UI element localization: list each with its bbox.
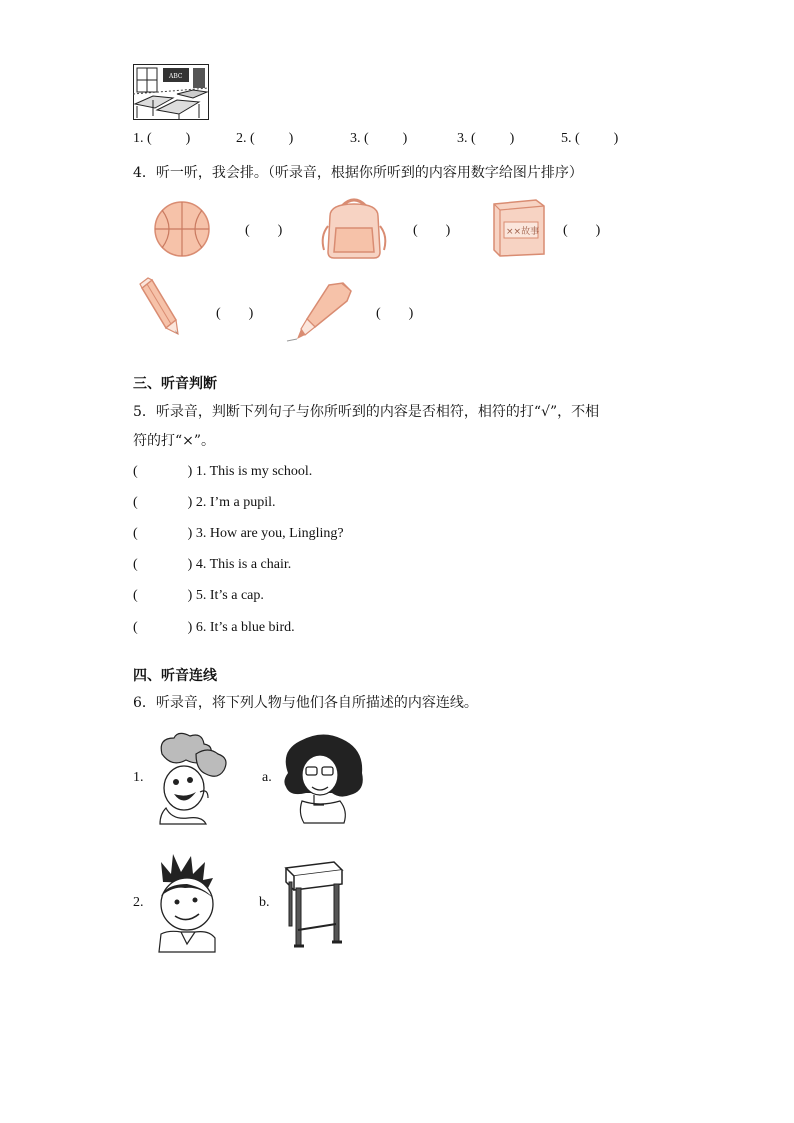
- q4-instruction: 4．听一听，我会排。（听录音，根据你所听到的内容用数字给图片排序）: [133, 165, 583, 181]
- answer-slot-5[interactable]: 5. ( ): [561, 131, 619, 146]
- q5-instruction-line1: 5．听录音，判断下列句子与你所听到的内容是否相符，相符的打“√”，不相: [133, 404, 600, 420]
- desk-icon: [282, 858, 346, 954]
- judgment-item[interactable]: ( ) 4. This is a chair.: [133, 557, 292, 572]
- answer-slot-4[interactable]: 3. ( ): [457, 131, 515, 146]
- pen-icon: [285, 279, 357, 343]
- q6-instruction: 6．听录音，将下列人物与他们各自所描述的内容连线。: [133, 695, 478, 711]
- match-letter-a: a.: [262, 770, 272, 785]
- schoolbag-icon: [316, 196, 392, 260]
- pencil-icon: [138, 276, 188, 338]
- answer-slot-3[interactable]: 3. ( ): [350, 131, 408, 146]
- match-number-1: 1.: [133, 770, 144, 785]
- judgment-item[interactable]: ( ) 3. How are you, Lingling?: [133, 526, 344, 541]
- schoolbag-paren[interactable]: ( ): [413, 223, 451, 238]
- part4-heading: 四、听音连线: [133, 668, 217, 684]
- storybook-paren[interactable]: ( ): [563, 223, 601, 238]
- svg-text:ABC: ABC: [169, 73, 183, 80]
- answer-slot-1[interactable]: 1. ( ): [133, 131, 191, 146]
- storybook-cover-text: ××故事: [506, 227, 540, 237]
- storybook-icon: [488, 196, 548, 258]
- answer-slot-2[interactable]: 2. ( ): [236, 131, 294, 146]
- judgment-item[interactable]: ( ) 6. It’s a blue bird.: [133, 620, 295, 635]
- girl-teacher-icon: [280, 733, 368, 825]
- basketball-paren[interactable]: ( ): [245, 223, 283, 238]
- pen-paren[interactable]: ( ): [376, 306, 414, 321]
- judgment-item[interactable]: ( ) 5. It’s a cap.: [133, 588, 264, 603]
- q5-instruction-line2: 符的打“×”。: [133, 433, 216, 449]
- boy-curly-hair-icon: [158, 732, 230, 826]
- basketball-icon: [152, 199, 212, 259]
- judgment-item[interactable]: ( ) 2. I’m a pupil.: [133, 495, 276, 510]
- judgment-item[interactable]: ( ) 1. This is my school.: [133, 464, 313, 479]
- match-number-2: 2.: [133, 895, 144, 910]
- pencil-paren[interactable]: ( ): [216, 306, 254, 321]
- part3-heading: 三、听音判断: [133, 376, 217, 392]
- classroom-picture: [133, 64, 209, 120]
- match-letter-b: b.: [259, 895, 270, 910]
- boy-spiky-hair-icon: [155, 852, 219, 952]
